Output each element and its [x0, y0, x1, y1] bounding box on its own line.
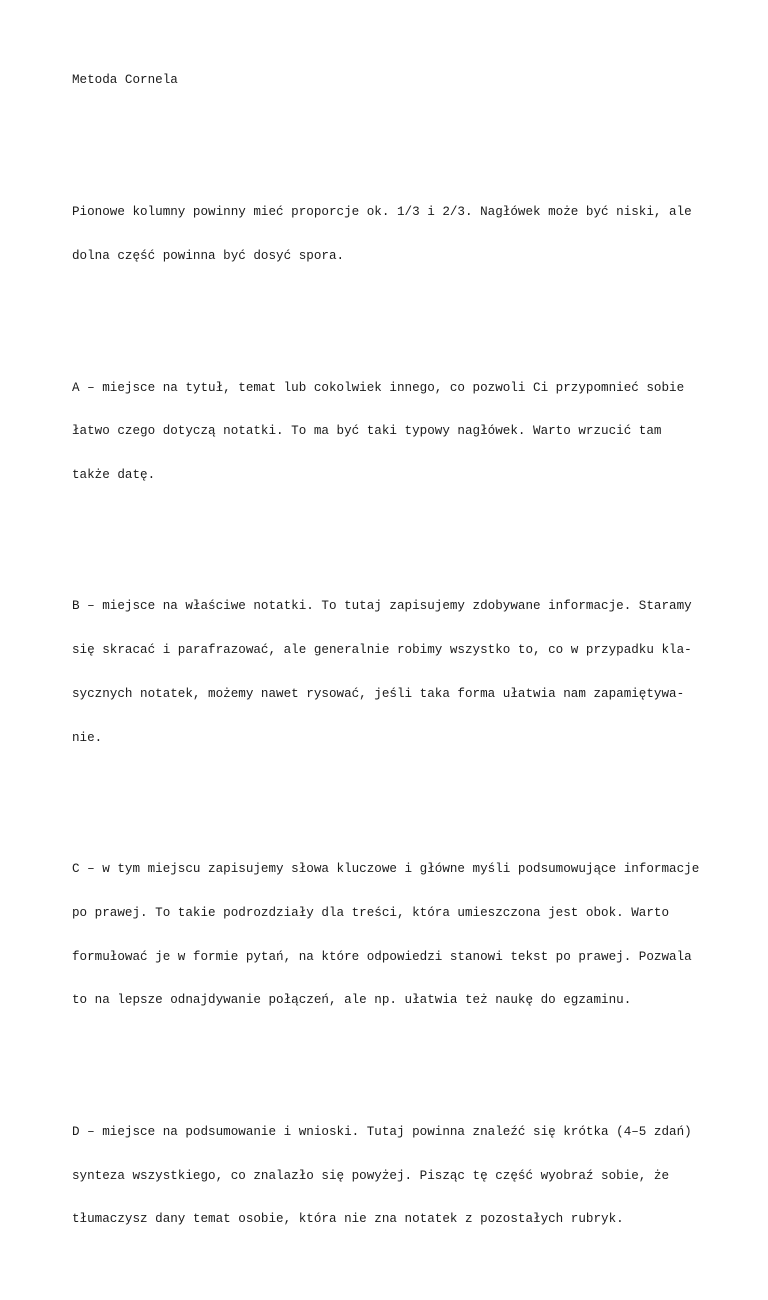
paragraph-intro: [72, 176, 712, 293]
paragraph-line: dolna część powinna być dosyć spora.: [72, 249, 345, 264]
paragraph-section-d: [72, 1096, 712, 1257]
paragraph-section-b: [72, 570, 712, 774]
paragraph-line: B – miejsce na właściwe notatki. To tutaj zapisujemy zdobywane informacje. Staramy: [72, 599, 692, 614]
document-title: Metoda Cornela: [72, 73, 178, 87]
document-body: [72, 147, 712, 1300]
paragraph-line: tłumaczysz dany temat osobie, która nie zna notatek z pozostałych rubryk.: [72, 1212, 624, 1227]
paragraph-line: nie.: [72, 730, 103, 745]
paragraph-line: to na lepsze odnajdywanie połączeń, ale np. ułatwia też naukę do egzaminu.: [72, 993, 632, 1008]
paragraph-line: także datę.: [72, 468, 156, 483]
paragraph-section-a: [72, 351, 712, 512]
paragraph-line: łatwo czego dotyczą notatki. To ma być taki typowy nagłówek. Warto wrzucić tam: [72, 424, 662, 439]
paragraph-line: A – miejsce na tytuł, temat lub cokolwiek innego, co pozwoli Ci przypomnieć sobie: [72, 380, 685, 395]
paragraph-section-c: [72, 833, 712, 1037]
paragraph-line: formułować je w formie pytań, na które odpowiedzi stanowi tekst po prawej. Pozwala: [72, 949, 692, 964]
paragraph-line: się skracać i parafrazować, ale generalnie robimy wszystko to, co w przypadku kla-: [72, 643, 692, 658]
paragraph-line: sycznych notatek, możemy nawet rysować, jeśli taka forma ułatwia nam zapamiętywa-: [72, 686, 685, 701]
paragraph-line: C – w tym miejscu zapisujemy słowa kluczowe i główne myśli podsumowujące informacje: [72, 862, 700, 877]
paragraph-line: po prawej. To takie podrozdziały dla treści, która umieszczona jest obok. Warto: [72, 905, 670, 920]
paragraph-line: synteza wszystkiego, co znalazło się powyżej. Pisząc tę część wyobraź sobie, że: [72, 1168, 670, 1183]
paragraph-line: D – miejsce na podsumowanie i wnioski. Tutaj powinna znaleźć się krótka (4–5 zdań): [72, 1124, 692, 1139]
paragraph-line: Pionowe kolumny powinny mieć proporcje ok. 1/3 i 2/3. Nagłówek może być niski, ale: [72, 205, 692, 220]
